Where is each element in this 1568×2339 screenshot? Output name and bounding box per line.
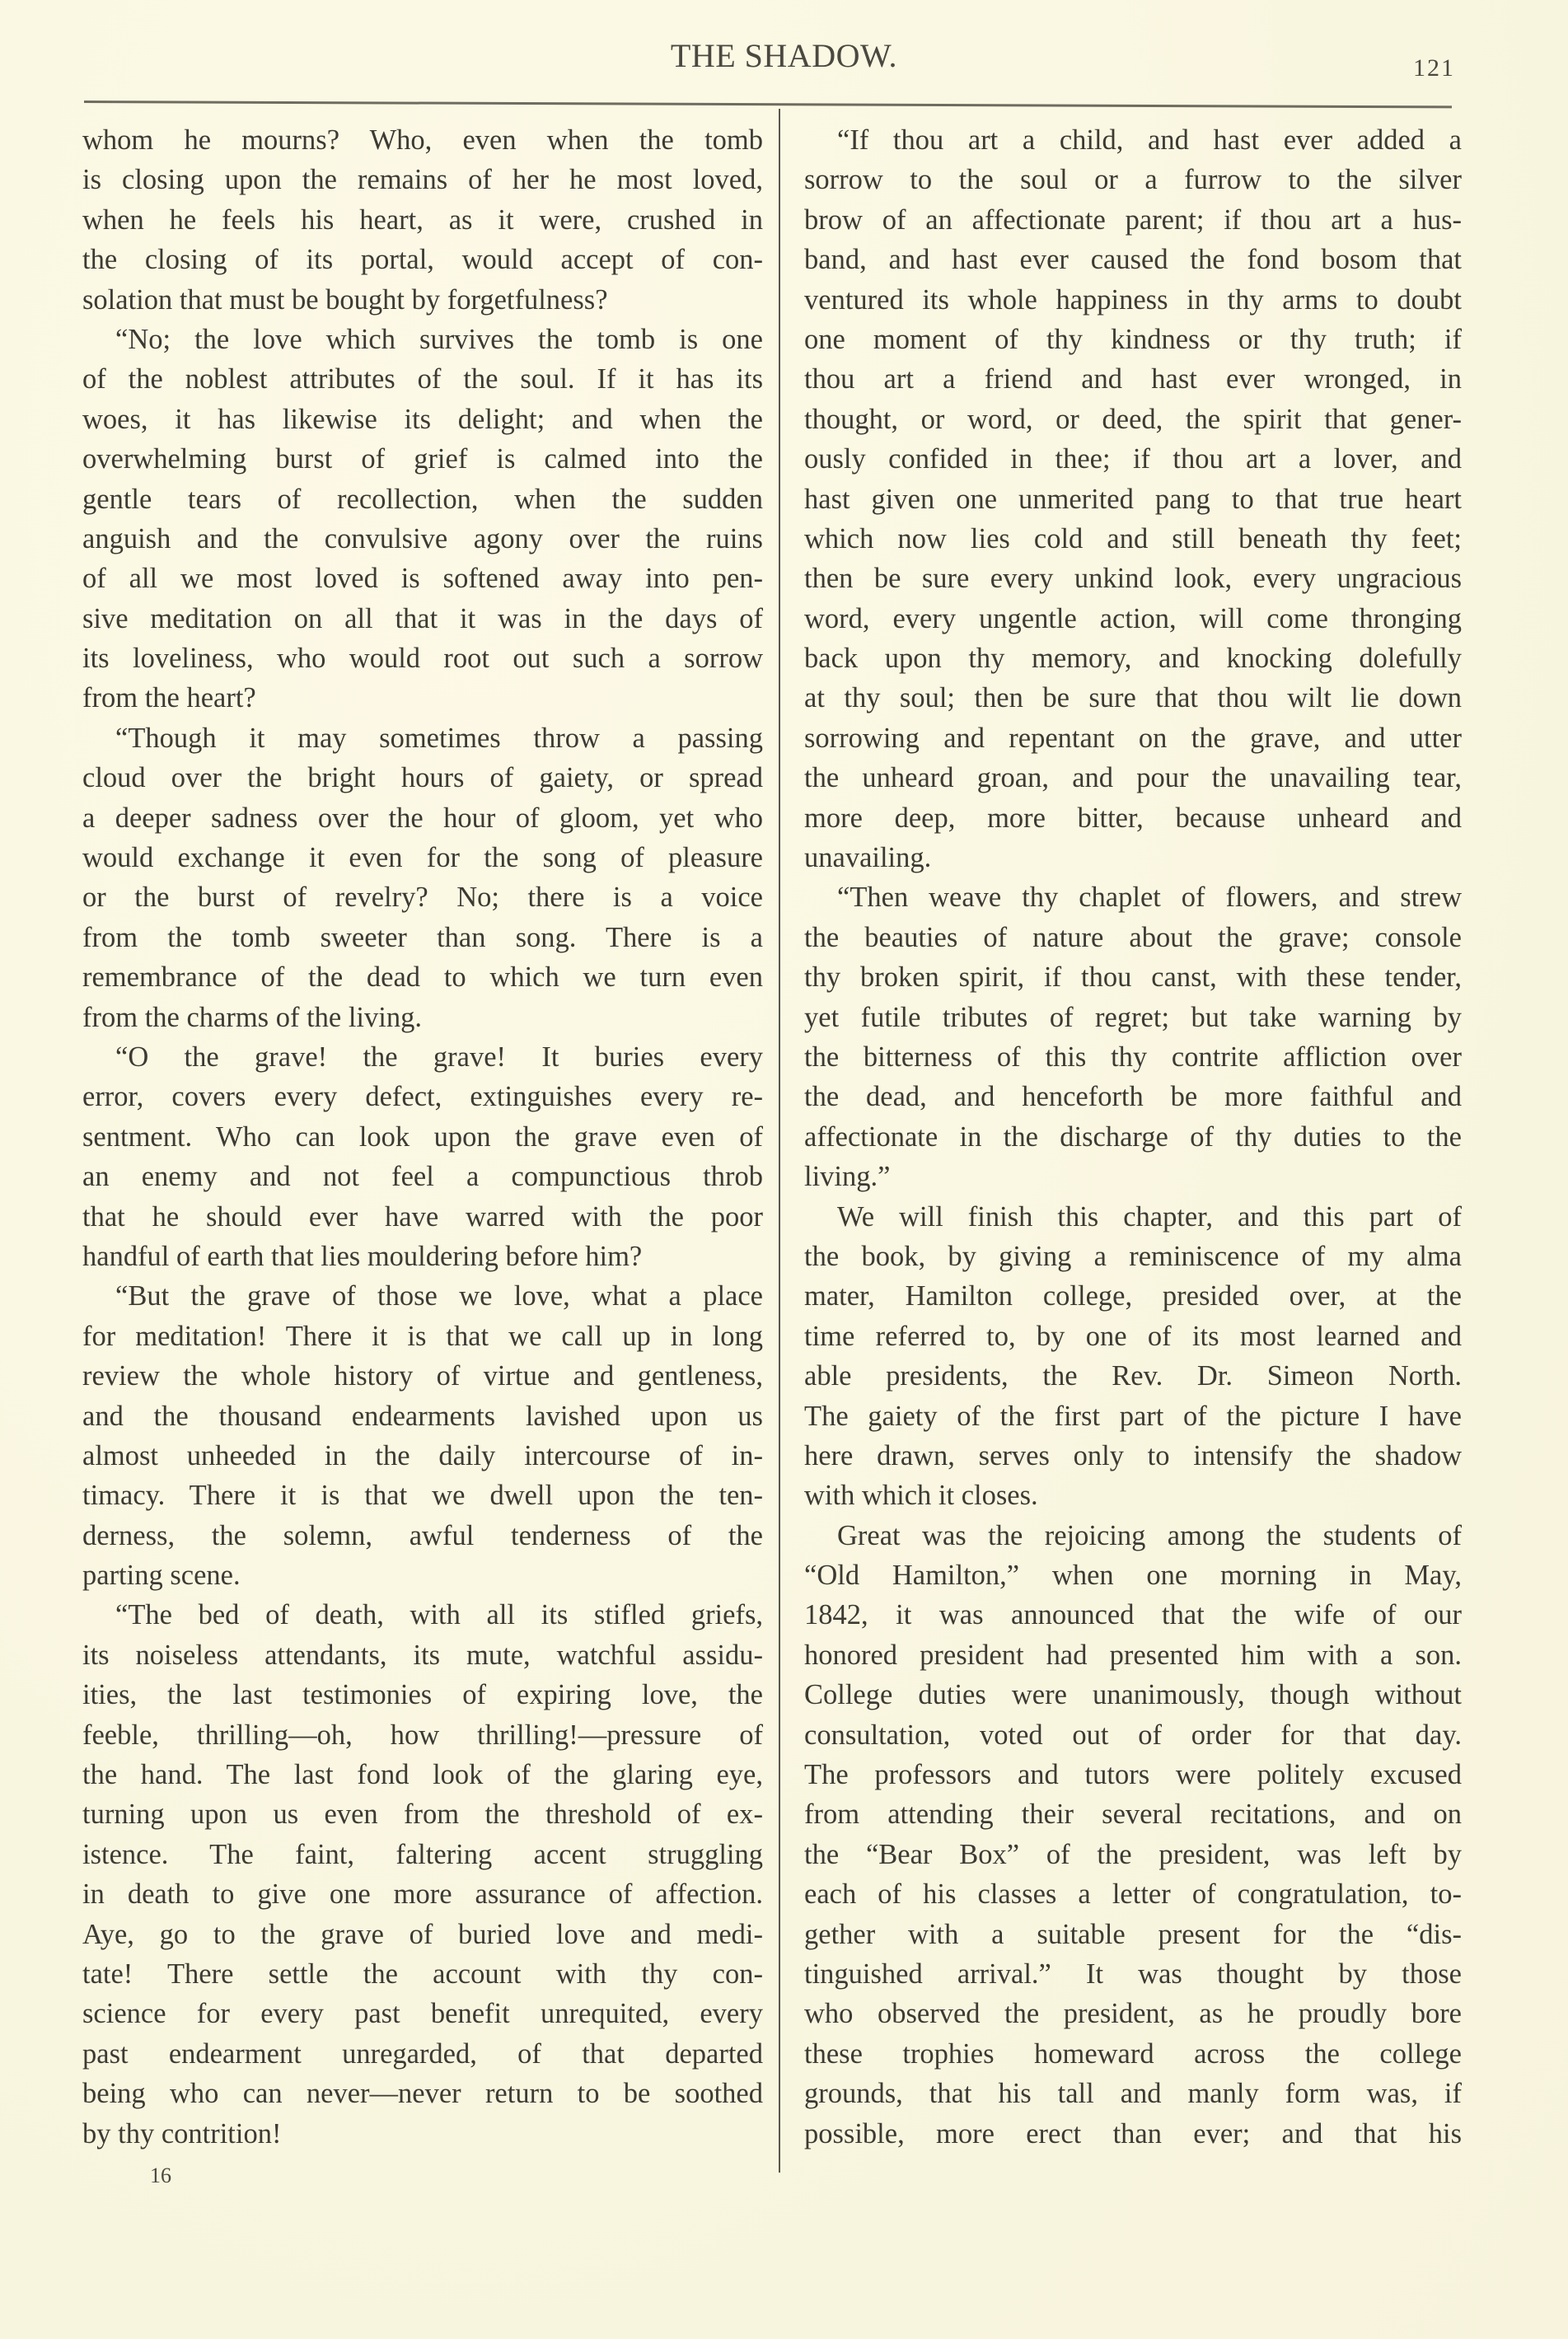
text-line: We will finish this chapter, and this part of [837, 1200, 1462, 1233]
text-line: 1842, it was announced that the wife of our [804, 1599, 1462, 1631]
text-line: almost unheeded in the daily intercourse of in- [82, 1439, 763, 1471]
text-line: mater, Hamilton college, presided over, at the [804, 1280, 1462, 1312]
text-line: parting scene. [82, 1560, 241, 1592]
text-line: “The bed of death, with all its stifled griefs, [115, 1599, 763, 1631]
text-line: overwhelming burst of grief is calmed into the [82, 443, 763, 475]
text-line: an enemy and not feel a compunctious throb [82, 1161, 763, 1193]
text-line: of the noblest attributes of the soul. If it has its [82, 363, 763, 395]
text-line: brow of an affectionate parent; if thou art a hus- [804, 203, 1462, 236]
text-line: of all we most loved is softened away into pen- [82, 563, 763, 595]
text-line: the closing of its portal, would accept of con- [82, 244, 763, 276]
text-line: from the charms of the living. [82, 1001, 422, 1033]
text-line: then be sure every unkind look, every ungracious [804, 563, 1462, 595]
text-line: the “Bear Box” of the president, was left by [804, 1838, 1462, 1870]
text-line: timacy. There it is that we dwell upon the ten- [82, 1480, 763, 1512]
text-line: “O the grave! the grave! It buries every [115, 1041, 763, 1073]
text-line: word, every ungentle action, will come thronging [804, 602, 1462, 634]
text-line: handful of earth that lies mouldering before him? [82, 1240, 643, 1272]
text-line: sive meditation on all that it was in the days of [82, 602, 763, 634]
text-line: “Old Hamilton,” when one morning in May, [804, 1560, 1462, 1592]
text-line: gether with a suitable present for the “dis- [804, 1918, 1462, 1950]
text-line: band, and hast ever caused the fond bosom that [804, 244, 1462, 276]
text-line: is closing upon the remains of her he most loved, [82, 164, 763, 196]
text-line: Aye, go to the grave of buried love and medi- [82, 1918, 763, 1950]
text-line: by thy contrition! [82, 2117, 282, 2150]
text-line: the bitterness of this thy contrite affliction over [804, 1041, 1462, 1073]
text-line: who observed the president, as he proudly bore [804, 1998, 1462, 2030]
text-line: living.” [804, 1161, 891, 1193]
text-line: its noiseless attendants, its mute, watchful assidu- [82, 1639, 763, 1671]
text-line: sorrowing and repentant on the grave, and utter [804, 722, 1462, 754]
text-line: more deep, more bitter, because unheard and [804, 802, 1462, 834]
text-line: “Though it may sometimes throw a passing [115, 722, 763, 754]
running-head: THE SHADOW. [670, 37, 898, 74]
text-line: a deeper sadness over the hour of gloom, yet who [82, 802, 763, 834]
text-line: solation that must be bought by forgetfulness? [82, 283, 608, 316]
text-line: feeble, thrilling—oh, how thrilling!—pressure of [82, 1719, 763, 1751]
column-divider [779, 109, 780, 2173]
text-line: consultation, voted out of order for that day. [804, 1719, 1462, 1751]
text-line: the beauties of nature about the grave; console [804, 921, 1462, 953]
text-line: review the whole history of virtue and gentleness, [82, 1360, 763, 1392]
text-line: able presidents, the Rev. Dr. Simeon North. [804, 1360, 1462, 1392]
text-line: College duties were unanimously, though without [804, 1679, 1462, 1711]
text-line: Great was the rejoicing among the students of [837, 1519, 1462, 1551]
text-line: these trophies homeward across the college [804, 2037, 1462, 2070]
page-number: 121 [1413, 54, 1455, 82]
text-line: error, covers every defect, extinguishes every re- [82, 1081, 763, 1113]
text-line: which now lies cold and still beneath thy feet; [804, 522, 1462, 554]
text-line: “No; the love which survives the tomb is one [115, 323, 763, 355]
text-line: ously confided in thee; if thou art a lover, and [804, 443, 1462, 475]
text-line: the hand. The last fond look of the glaring eye, [82, 1759, 763, 1791]
text-line: from attending their several recitations, and on [804, 1799, 1462, 1831]
text-line: in death to give one more assurance of affection. [82, 1878, 763, 1911]
text-line: ventured its whole happiness in thy arms to doubt [804, 283, 1462, 316]
header-rule [84, 101, 1452, 108]
text-line: for meditation! There it is that we call up in long [82, 1320, 763, 1352]
text-line: and the thousand endearments lavished upon us [82, 1400, 763, 1432]
text-line: affectionate in the discharge of thy duties to the [804, 1120, 1462, 1153]
text-line: grounds, that his tall and manly form was, if [804, 2078, 1462, 2110]
text-line: possible, more erect than ever; and that his [804, 2117, 1462, 2150]
text-line: that he should ever have warred with the poor [82, 1200, 763, 1233]
text-line: yet futile tributes of regret; but take warning by [804, 1001, 1462, 1033]
text-line: tate! There settle the account with thy con- [82, 1958, 763, 1990]
text-line: would exchange it even for the song of pleasure [82, 842, 763, 874]
signature-mark: 16 [150, 2164, 171, 2187]
text-line: woes, it has likewise its delight; and when the [82, 403, 763, 435]
text-line: “But the grave of those we love, what a place [115, 1280, 763, 1312]
text-line: or the burst of revelry? No; there is a voice [82, 882, 763, 914]
text-line: thou art a friend and hast ever wronged, in [804, 363, 1462, 395]
text-line: being who can never—never return to be soothed [82, 2078, 763, 2110]
text-line: cloud over the bright hours of gaiety, or spread [82, 762, 763, 794]
left-column [82, 120, 763, 2154]
text-line: with which it closes. [804, 1480, 1038, 1512]
text-line: sorrow to the soul or a furrow to the silver [804, 164, 1462, 196]
text-line: time referred to, by one of its most learned and [804, 1320, 1462, 1352]
text-line: back upon thy memory, and knocking dolefully [804, 643, 1462, 675]
text-line: whom he mourns? Who, even when the tomb [82, 124, 763, 156]
text-line: honored president had presented him with a son. [804, 1639, 1462, 1671]
text-line: “If thou art a child, and hast ever added a [837, 124, 1462, 156]
text-line: here drawn, serves only to intensify the shadow [804, 1439, 1462, 1471]
text-line: thy broken spirit, if thou canst, with these tender, [804, 961, 1462, 994]
right-column [804, 120, 1462, 2154]
text-line: “Then weave thy chaplet of flowers, and strew [837, 882, 1462, 914]
text-line: hast given one unmerited pang to that true heart [804, 483, 1462, 515]
text-line: the book, by giving a reminiscence of my alma [804, 1240, 1462, 1272]
text-line: past endearment unregarded, of that departed [82, 2037, 763, 2070]
text-line: The professors and tutors were politely excused [804, 1759, 1462, 1791]
text-line: one moment of thy kindness or thy truth; if [804, 323, 1462, 355]
text-line: science for every past benefit unrequited, every [82, 1998, 763, 2030]
text-line: turning upon us even from the threshold of ex- [82, 1799, 763, 1831]
text-line: each of his classes a letter of congratulation, to- [804, 1878, 1462, 1911]
text-line: unavailing. [804, 842, 932, 874]
text-line: the dead, and henceforth be more faithful and [804, 1081, 1462, 1113]
text-line: the unheard groan, and pour the unavailing tear, [804, 762, 1462, 794]
text-line: remembrance of the dead to which we turn even [82, 961, 763, 994]
text-line: from the heart? [82, 682, 256, 714]
text-line: gentle tears of recollection, when the sudden [82, 483, 763, 515]
text-line: istence. The faint, faltering accent struggling [82, 1838, 763, 1870]
text-line: sentment. Who can look upon the grave even of [82, 1120, 763, 1153]
text-line: The gaiety of the first part of the picture I have [804, 1400, 1462, 1432]
text-line: ities, the last testimonies of expiring love, the [82, 1679, 763, 1711]
text-line: at thy soul; then be sure that thou wilt lie down [804, 682, 1462, 714]
text-line: from the tomb sweeter than song. There is a [82, 921, 763, 953]
text-line: when he feels his heart, as it were, crushed in [82, 203, 763, 236]
text-line: derness, the solemn, awful tenderness of the [82, 1519, 763, 1551]
text-line: anguish and the convulsive agony over the ruins [82, 522, 763, 554]
text-line: thought, or word, or deed, the spirit that gener- [804, 403, 1462, 435]
text-line: its loveliness, who would root out such a sorrow [82, 643, 763, 675]
text-line: tinguished arrival.” It was thought by those [804, 1958, 1462, 1990]
